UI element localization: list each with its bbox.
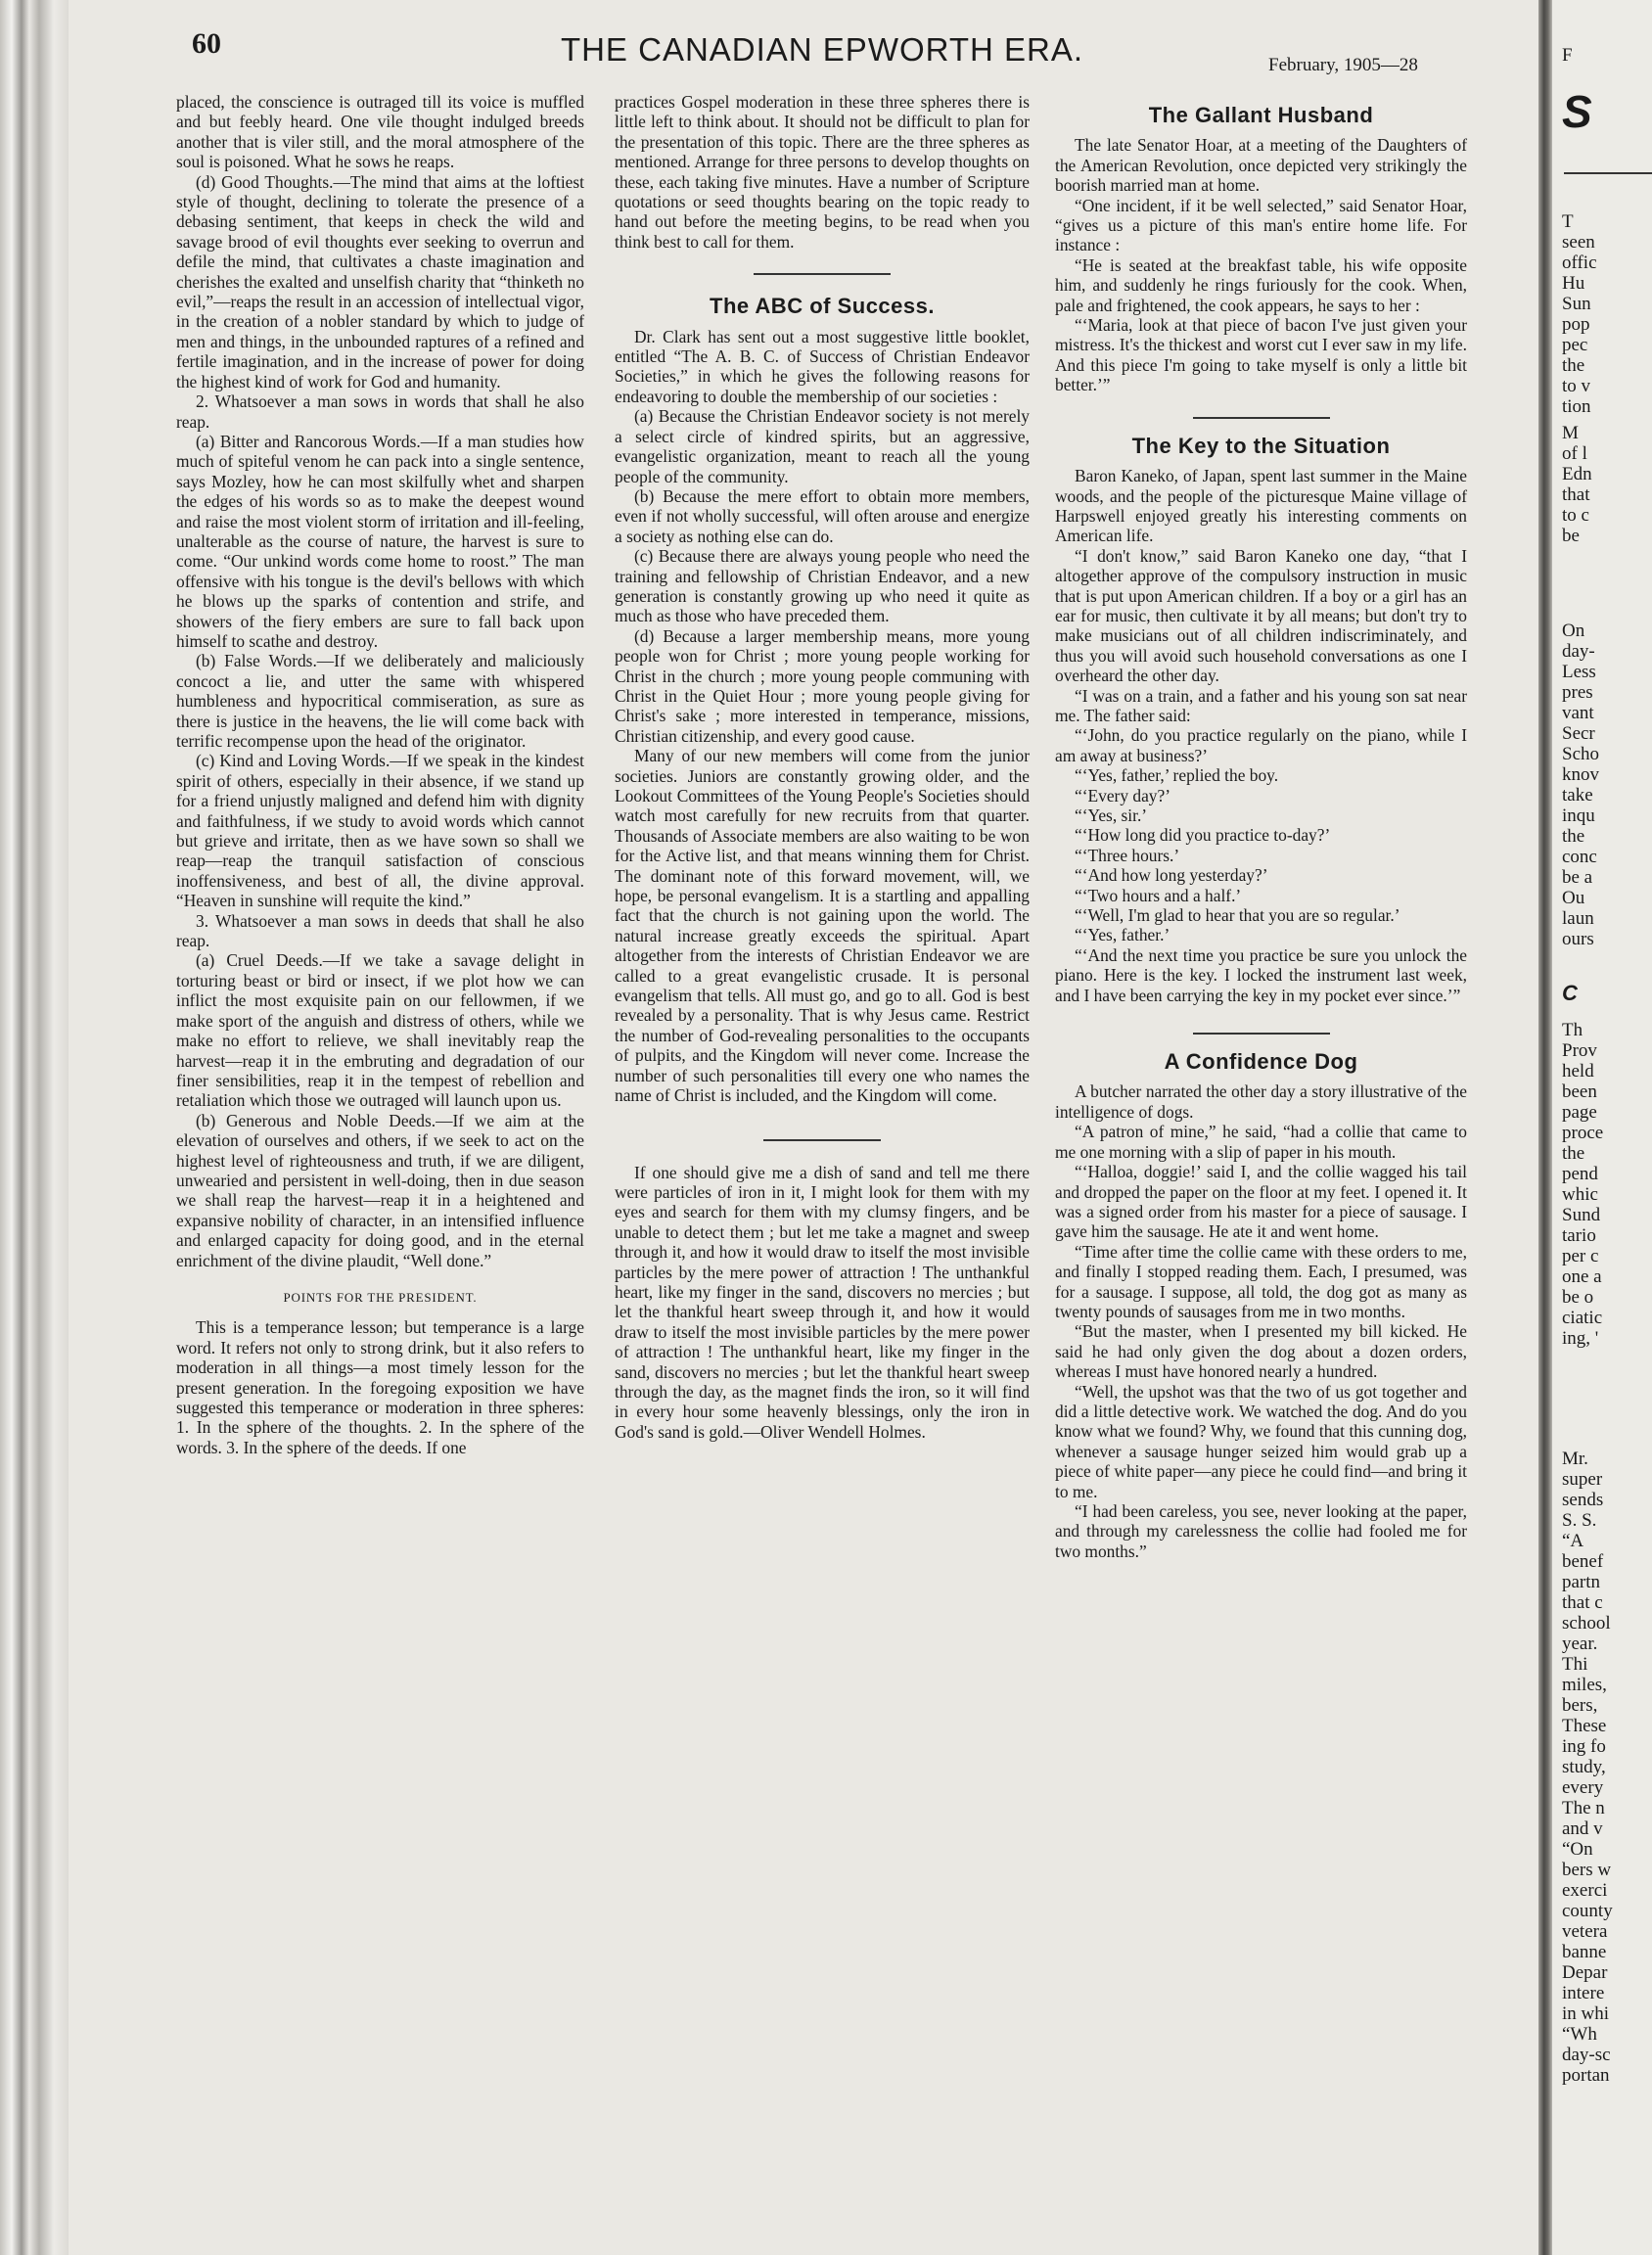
paragraph: “‘Yes, sir.’ <box>1075 805 1148 825</box>
facing-page-fragment: ing, ' <box>1562 1328 1599 1349</box>
paragraph: A butcher narrated the other day a story illustrative of the intelligence of dogs. <box>1055 1081 1467 1122</box>
facing-page-fragment: bers, <box>1562 1695 1598 1716</box>
paragraph: Dr. Clark has sent out a most suggestive little booklet, entitled “The A. B. C. of Success of Christian Endeavor Societies,” in which he gives the following reasons for endeavoring to double the membership of our societies : <box>615 326 1030 406</box>
facing-page-fragment: per c <box>1562 1246 1599 1266</box>
points-for-president-heading: POINTS FOR THE PRESIDENT. <box>283 1289 478 1305</box>
paragraph: “‘And how long yesterday?’ <box>1075 865 1268 886</box>
column-middle <box>615 92 1030 1442</box>
paragraph: 2. Whatsoever a man sows in words that shall he also reap. <box>176 391 584 432</box>
facing-page-fragment: vetera <box>1562 1921 1608 1942</box>
facing-page-fragment: pec <box>1562 335 1588 355</box>
paragraph: “But the master, when I presented my bill kicked. He said he had only given the dog about a dozen orders, whereas I must have honored nearly a hundred. <box>1055 1321 1467 1382</box>
facing-page-fragment: been <box>1562 1081 1597 1102</box>
facing-page-fragment: super <box>1562 1469 1603 1490</box>
facing-page-fragment: county <box>1562 1901 1613 1921</box>
abc-of-success-title: The ABC of Success. <box>710 294 935 319</box>
facing-page-fragment: year. <box>1562 1634 1598 1654</box>
paragraph: “Well, the upshot was that the two of us got together and did a little detective work. We watched the dog. And do you know what we found? Why, we found that this cunning dog, whenever a sausage hunger seized him would grab up a piece of white paper—any piece he could find—and bring it to me. <box>1055 1381 1467 1501</box>
section-divider <box>1193 417 1330 419</box>
paragraph: “‘Three hours.’ <box>1075 845 1180 865</box>
facing-page-fragment: Sund <box>1562 1205 1601 1225</box>
facing-page-fragment: ciatic <box>1562 1308 1603 1328</box>
facing-page-fragment: study, <box>1562 1757 1606 1777</box>
facing-page-fragment: tion <box>1562 396 1591 417</box>
facing-page-fragment: Less <box>1562 662 1596 682</box>
facing-page-fragment: one a <box>1562 1266 1602 1287</box>
facing-page-fragment: Ou <box>1562 888 1585 908</box>
facing-page-fragment: whic <box>1562 1184 1598 1205</box>
facing-page-fragment: F <box>1562 45 1573 66</box>
facing-page-fragment: Th <box>1562 1020 1583 1040</box>
facing-page-fragment: be o <box>1562 1287 1594 1308</box>
paragraph: “‘And the next time you practice be sure you unlock the piano. Here is the key. I locked the instrument last week, and I have been carrying the key in my pocket ever since.’” <box>1055 944 1467 1005</box>
section-divider <box>1193 1033 1330 1035</box>
facing-page-fragment: of l <box>1562 443 1587 464</box>
facing-page-fragment: Prov <box>1562 1040 1597 1061</box>
facing-page-fragment: in whi <box>1562 2003 1610 2024</box>
paragraph: “‘Maria, look at that piece of bacon I've just given your mistress. It's the thickest and worst cut I ever saw in my life. And this piece I'm going to take myself is only a little bit better.’” <box>1055 315 1467 395</box>
facing-page-fragment: The n <box>1562 1798 1605 1818</box>
facing-page-rule <box>1564 172 1652 174</box>
facing-page-fragment: S <box>1562 86 1592 137</box>
facing-page-fragment: pop <box>1562 314 1590 335</box>
paragraph: “Time after time the collie came with these orders to me, and finally I stopped reading them. Each, I presumed, was for a sausage. I suppose, all told, the dog got as many as twenty pounds of sausages from me in two months. <box>1055 1241 1467 1321</box>
facing-page-fragment: offic <box>1562 253 1597 273</box>
facing-page-fragment: “A <box>1562 1531 1584 1551</box>
page-binding-edge <box>0 0 69 2255</box>
facing-page-fragment: exerci <box>1562 1880 1608 1901</box>
paragraph: (b) Generous and Noble Deeds.—If we aim at the elevation of ourselves and others, if we seek to act on the highest level of righteousness and truth, if we are diligent, unwearied and persistent in well-doing, then in due season we shall reap the harvest—reap it in a heightened and expansive nobility of character, in an intensified influence and enlarged capacity for doing good, and in the eternal enrichment of the divine plaudit, “Well done.” <box>176 1110 584 1270</box>
facing-page-fragment: proce <box>1562 1123 1604 1143</box>
facing-page-fragment: pres <box>1562 682 1593 703</box>
paragraph: “He is seated at the breakfast table, his wife opposite him, and suddenly he rings furiously for the cook. When, pale and frightened, the cook appears, he says to her : <box>1055 254 1467 315</box>
facing-page-fragment: Scho <box>1562 744 1599 764</box>
facing-page-fragment: the <box>1562 826 1585 847</box>
facing-page-fragment: “On <box>1562 1839 1593 1860</box>
facing-page-fragment: Thi <box>1562 1654 1588 1675</box>
paragraph: practices Gospel moderation in these three spheres there is little left to think about. It should not be difficult to plan for the presentation of this topic. There are the three spheres as mentioned. Arrange for three persons to develop thoughts on these, each taking five minutes. Have a number of Scripture quotations or seed thoughts bearing on the topic ready to hand out before the meeting begins, to be read when you think best to call for them. <box>615 92 1030 252</box>
facing-page-fragment: be a <box>1562 867 1593 888</box>
facing-page-fragment: inqu <box>1562 805 1595 826</box>
paragraph: “I was on a train, and a father and his young son sat near me. The father said: <box>1055 685 1467 725</box>
facing-page-fragment: the <box>1562 1143 1585 1164</box>
facing-page-fragment: T <box>1562 211 1574 232</box>
facing-page-fragment: that <box>1562 484 1590 505</box>
facing-page-fragment: tario <box>1562 1225 1596 1246</box>
paragraph: “‘Every day?’ <box>1075 785 1171 805</box>
facing-page-fragment: seen <box>1562 232 1595 253</box>
paragraph: (b) False Words.—If we deliberately and maliciously concoct a lie, and utter the same with whispered humbleness and hypocritical commiseration, as sure as there is justice in the heavens, the lie will come back with terrific recompense upon the head of the originator. <box>176 651 584 751</box>
facing-page-fragment: to v <box>1562 376 1591 396</box>
paragraph: “‘Yes, father.’ <box>1075 925 1170 945</box>
facing-page-fragment: partn <box>1562 1572 1601 1592</box>
paragraph: “A patron of mine,” he said, “had a collie that came to me one morning with a slip of paper in his mouth. <box>1055 1122 1467 1162</box>
column-right <box>1055 92 1467 1561</box>
facing-page-fragment: pend <box>1562 1164 1598 1184</box>
facing-page-fragment: M <box>1562 423 1579 443</box>
paragraph: “‘Halloa, doggie!’ said I, and the collie wagged his tail and dropped the paper on the floor at my feet. I opened it. It was a signed order from his master for a piece of sausage. I gave him the sausage. He ate it and went home. <box>1055 1162 1467 1242</box>
paragraph: (b) Because the mere effort to obtain more members, even if not wholly successful, will often arouse and energize a society as nothing else can do. <box>615 485 1030 546</box>
facing-page-fragment: be <box>1562 526 1580 546</box>
facing-page-fragment: Edn <box>1562 464 1592 484</box>
paragraph: “‘Two hours and a half.’ <box>1075 885 1242 905</box>
facing-page-fragment: laun <box>1562 908 1594 929</box>
facing-page-fragment: vant <box>1562 703 1594 723</box>
paragraph: placed, the conscience is outraged till its voice is muffled and but feebly heard. One vile thought indulged breeds another that is viler still, and the moral atmosphere of the soul is poisoned. What he sows he reaps. <box>176 92 584 172</box>
paragraph: (a) Cruel Deeds.—If we take a savage delight in torturing beast or bird or insect, if we plot how we can inflict the most exquisite pain on our fellowmen, if we make sport of the anguish and distress of others, while we make no effort to relieve, we shall inevitably reap the harvest—reap it in the embruting and degradation of our finer sensibilities, reap it in the tempest of rebellion and retaliation which those we outraged will launch upon us. <box>176 950 584 1111</box>
column-left <box>176 92 584 1457</box>
facing-page-fragment: to c <box>1562 505 1589 526</box>
facing-page-fragment: take <box>1562 785 1593 805</box>
facing-page-fragment: These <box>1562 1716 1607 1736</box>
paragraph: “‘Yes, father,’ replied the boy. <box>1075 765 1279 786</box>
paragraph: This is a temperance lesson; but temperance is a large word. It refers not only to strong drink, but it also refers to moderation in all things—a most timely lesson for the present generation. In the foregoing exposition we have suggested this temperance or moderation in three spheres: 1. In the sphere of the thoughts. 2. In the sphere of the words. 3. In the sphere of the deeds. If one <box>176 1317 584 1457</box>
facing-page-fragment: Hu <box>1562 273 1585 294</box>
journal-title: THE CANADIAN EPWORTH ERA. <box>560 31 1084 68</box>
facing-page-fragment: C <box>1562 981 1578 1005</box>
facing-page-fragment: every <box>1562 1777 1604 1798</box>
facing-page-fragment: knov <box>1562 764 1599 785</box>
paragraph: “One incident, if it be well selected,” said Senator Hoar, “gives us a picture of this man's entire home life. For instance : <box>1055 195 1467 255</box>
facing-page-fragment: page <box>1562 1102 1597 1123</box>
facing-page-fragment: day-sc <box>1562 2045 1611 2065</box>
paragraph: 3. Whatsoever a man sows in deeds that shall he also reap. <box>176 910 584 951</box>
key-to-situation-title: The Key to the Situation <box>1131 433 1391 458</box>
facing-page-fragment: sends <box>1562 1490 1604 1510</box>
facing-page-fragment: conc <box>1562 847 1597 867</box>
paragraph: “‘John, do you practice regularly on the piano, while I am away at business?’ <box>1055 725 1467 765</box>
facing-page-fragment: ours <box>1562 929 1594 949</box>
facing-page-fragment: “Wh <box>1562 2024 1597 2045</box>
facing-page-fragment: benef <box>1562 1551 1604 1572</box>
issue-date: February, 1905—28 <box>1268 55 1418 75</box>
paragraph: (c) Kind and Loving Words.—If we speak in the kindest spirit of others, especially in their absence, if we stand up for a friend unjustly maligned and defend him with dignity and faithfulness, if we study to avoid words which cannot but grieve and irritate, then as we have sown so shall we reap—reap the tranquil satisfaction of conscious inoffensiveness, and best of all, the divine approval. “Heaven in sunshine will requite the kind.” <box>176 751 584 911</box>
paragraph: (a) Bitter and Rancorous Words.—If a man studies how much of spiteful venom he can pack into a single sentence, says Mozley, how he can most skilfully whet and sharpen the edges of his words so as to make the deepest wound and raise the most violent storm of irritation and ill-feeling, unalterable as the course of nature, the harvest is sure to come. “Our unkind words come home to roost.” The man offensive with his tongue is the devil's bellows with which he blows up the sparks of contention and strife, and showers of the fiery embers are sure to fall back upon himself to scathe and destroy. <box>176 431 584 651</box>
paragraph: “I had been careless, you see, never looking at the paper, and through my carelessness the collie had fooled me for two months.” <box>1055 1501 1467 1561</box>
gallant-husband-title: The Gallant Husband <box>1148 103 1374 127</box>
facing-page-fragment: ing fo <box>1562 1736 1606 1757</box>
paragraph: The late Senator Hoar, at a meeting of the Daughters of the American Revolution, once depicted very strikingly the boorish married man at home. <box>1055 135 1467 196</box>
facing-page-fragment: Secr <box>1562 723 1595 744</box>
paragraph: Many of our new members will come from the junior societies. Juniors are constantly growing older, and the Lookout Committees of the Young People's Societies should watch most carefully for new recruits from that quarter. Thousands of Associate members are also waiting to be won for the Active list, and that means winning them for Christ. The dominant note of this forward movement, will, we hope, be personal evangelism. It is a startling and appalling fact that the church is not gaining upon the world. The natural increase greatly exceeds the spiritual. Apart altogether from the interests of Christian Endeavor we are called to a great evangelistic crusade. It is personal evangelism that tells. All must go, and go to all. God is best revealed by a personality. That is why Jesus came. Restrict the number of God-revealing personalities to the occupants of pulpits, and the Kingdom will never come. Increase the number of such personalities till every one who names the name of Christ is included, and the Kingdom will come. <box>615 746 1030 1106</box>
facing-page-fragment: Depar <box>1562 1962 1608 1983</box>
paragraph: (a) Because the Christian Endeavor society is not merely a select circle of kindred spirits, but an aggressive, evangelistic organization, meant to reach all the young people of the community. <box>615 406 1030 486</box>
facing-page-fragment: portan <box>1562 2065 1610 2086</box>
facing-page-edge <box>1552 0 1652 2255</box>
facing-page-fragment: intere <box>1562 1983 1605 2003</box>
section-divider <box>763 1139 881 1141</box>
facing-page-fragment: held <box>1562 1061 1594 1081</box>
paragraph: “‘How long did you practice to-day?’ <box>1075 825 1331 846</box>
paragraph: “I don't know,” said Baron Kaneko one day, “that I altogether approve of the compulsory instruction in music that is put upon American children. If a boy or a girl has an ear for music, then cultivate it by all means; but don't try to make musicians out of all children indiscriminately, and thus you will avoid such household conversations as one I overheard the other day. <box>1055 545 1467 686</box>
facing-page-fragment: day- <box>1562 641 1595 662</box>
paragraph: (d) Good Thoughts.—The mind that aims at the loftiest style of thought, declining to tolerate the presence of a debasing sentiment, that keeps in check the wild and savage brood of evil thoughts ever seeking to overrun and defile the mind, that cultivates a chaste imagination and cherishes the exalted and unselfish charity that “thinketh no evil,”—reaps the result in an accession of intellectual vigor, in the creation of a nobler standard by which to judge of men and things, in the unbounded raptures of a refined and fertile imagination, and in the increase of power for doing the highest kind of work for God and humanity. <box>176 171 584 391</box>
facing-page-fragment: Sun <box>1562 294 1591 314</box>
paragraph: If one should give me a dish of sand and tell me there were particles of iron in it, I might look for them with my eyes and search for them with my clumsy fingers, and be unable to detect them ; but let me take a magnet and sweep through it, and how it would draw to itself the most invisible particles by the mere power of attraction ! The unthankful heart, like my finger in the sand, discovers no mercies ; but let the thankful heart sweep through it, and how it would draw to itself the most invisible particles by the mere power of attraction ! The unthankful heart, like my finger in the sand, discovers no mercies ; but let the thankful heart sweep through the day, as the magnet finds the iron, so it will find in every hour some heavenly blessings, only the iron in God's sand is gold.—Oliver Wendell Holmes. <box>615 1162 1030 1442</box>
facing-page-fragment: bers w <box>1562 1860 1612 1880</box>
page-number: 60 <box>192 27 221 60</box>
facing-page-fragment: Mr. <box>1562 1449 1588 1469</box>
section-divider <box>754 273 891 275</box>
facing-page-fragment: and v <box>1562 1818 1603 1839</box>
facing-page-fragment: S. S. <box>1562 1510 1597 1531</box>
confidence-dog-title: A Confidence Dog <box>1164 1049 1358 1075</box>
facing-page-fragment: that c <box>1562 1592 1603 1613</box>
facing-page-fragment: On <box>1562 621 1585 641</box>
paragraph: (d) Because a larger membership means, more young people won for Christ ; more young people working for Christ in the church ; more young people communing with Christ in the Quiet Hour ; more young people giving for Christ's sake ; more interested in temperance, missions, Christian citizenship, and every good cause. <box>615 625 1030 746</box>
facing-page-fragment: the <box>1562 355 1585 376</box>
facing-page-fragment: miles, <box>1562 1675 1607 1695</box>
paragraph: “‘Well, I'm glad to hear that you are so regular.’ <box>1075 905 1400 926</box>
facing-page-fragment: school <box>1562 1613 1611 1634</box>
spread-gutter <box>1538 0 1552 2255</box>
paragraph: Baron Kaneko, of Japan, spent last summer in the Maine woods, and the people of the picturesque Maine village of Harpswell enjoyed greatly his interesting comments on American life. <box>1055 466 1467 546</box>
facing-page-fragment: banne <box>1562 1942 1607 1962</box>
paragraph: (c) Because there are always young people who need the training and fellowship of Christian Endeavor, and a new generation is constantly growing up who need it quite as much as those who have preceded them. <box>615 546 1030 626</box>
